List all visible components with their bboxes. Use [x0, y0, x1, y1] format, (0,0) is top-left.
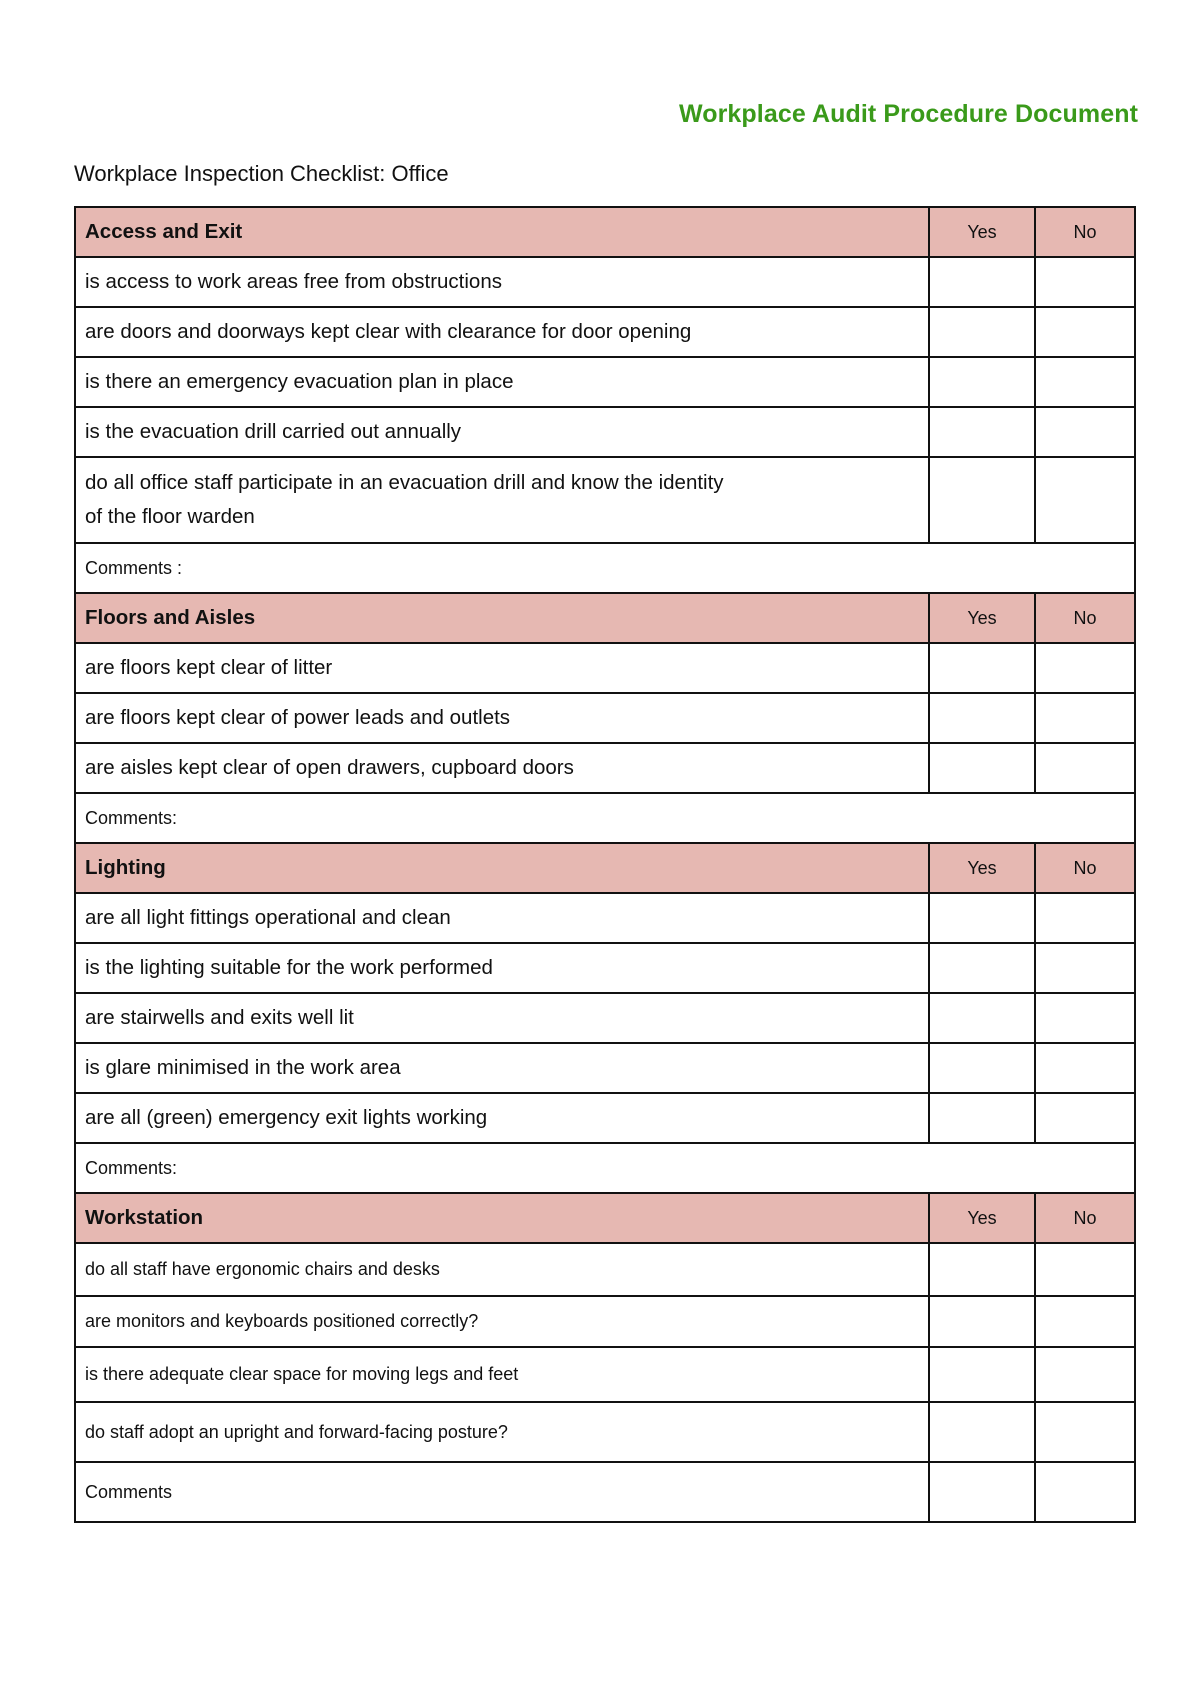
checklist-row	[75, 993, 1135, 1043]
checklist-item-text: are monitors and keyboards positioned correctly?	[75, 1296, 929, 1347]
checklist-item-text: are floors kept clear of litter	[75, 643, 929, 693]
yes-column-header: Yes	[929, 207, 1035, 257]
yes-answer-cell[interactable]	[929, 457, 1035, 543]
no-answer-cell[interactable]	[1035, 893, 1135, 943]
yes-answer-cell[interactable]	[929, 1462, 1035, 1522]
yes-answer-cell[interactable]	[929, 357, 1035, 407]
no-answer-cell[interactable]	[1035, 257, 1135, 307]
section-title: Lighting	[75, 843, 929, 893]
checklist-row	[75, 693, 1135, 743]
checklist-row	[75, 457, 1135, 543]
no-answer-cell[interactable]	[1035, 1347, 1135, 1402]
checklist-row	[75, 1402, 1135, 1462]
yes-column-header: Yes	[929, 593, 1035, 643]
no-answer-cell[interactable]	[1035, 407, 1135, 457]
checklist-item-text: is there an emergency evacuation plan in place	[75, 357, 929, 407]
no-answer-cell[interactable]	[1035, 1402, 1135, 1462]
no-column-header: No	[1035, 593, 1135, 643]
document-title: Workplace Audit Procedure Document	[678, 100, 1138, 128]
section-title: Floors and Aisles	[75, 593, 929, 643]
checklist-item-text: is the evacuation drill carried out annually	[75, 407, 929, 457]
checklist-item-text: are all (green) emergency exit lights working	[75, 1093, 929, 1143]
section-header-floors-and-aisles	[75, 593, 1135, 643]
checklist-row	[75, 1043, 1135, 1093]
checklist-item-text: do all staff have ergonomic chairs and desks	[75, 1243, 929, 1296]
checklist-row	[75, 1347, 1135, 1402]
no-answer-cell[interactable]	[1035, 1243, 1135, 1296]
no-answer-cell[interactable]	[1035, 743, 1135, 793]
checklist-item-text: is glare minimised in the work area	[75, 1043, 929, 1093]
checklist-row	[75, 357, 1135, 407]
checklist-item-text: are floors kept clear of power leads and outlets	[75, 693, 929, 743]
yes-answer-cell[interactable]	[929, 1243, 1035, 1296]
checklist-row	[75, 1243, 1135, 1296]
no-answer-cell[interactable]	[1035, 1043, 1135, 1093]
yes-answer-cell[interactable]	[929, 993, 1035, 1043]
comments-field[interactable]: Comments:	[75, 793, 1135, 843]
checklist-row	[75, 1296, 1135, 1347]
checklist-item-text: are all light fittings operational and clean	[75, 893, 929, 943]
checklist-row	[75, 643, 1135, 693]
checklist-row	[75, 307, 1135, 357]
yes-column-header: Yes	[929, 1193, 1035, 1243]
section-header-workstation	[75, 1193, 1135, 1243]
no-column-header: No	[1035, 1193, 1135, 1243]
no-answer-cell[interactable]	[1035, 943, 1135, 993]
checklist-item-text: are stairwells and exits well lit	[75, 993, 929, 1043]
checklist-item-text: is there adequate clear space for moving legs and feet	[75, 1347, 929, 1402]
yes-answer-cell[interactable]	[929, 307, 1035, 357]
no-answer-cell[interactable]	[1035, 693, 1135, 743]
checklist-item-text	[75, 457, 929, 543]
no-answer-cell[interactable]	[1035, 1093, 1135, 1143]
section-header-access-and-exit	[75, 207, 1135, 257]
yes-column-header: Yes	[929, 843, 1035, 893]
comments-row	[75, 1143, 1135, 1193]
yes-answer-cell[interactable]	[929, 1093, 1035, 1143]
checklist-row	[75, 407, 1135, 457]
checklist-row	[75, 257, 1135, 307]
section-header-lighting	[75, 843, 1135, 893]
no-answer-cell[interactable]	[1035, 357, 1135, 407]
inspection-checklist-table	[74, 206, 1136, 1523]
comments-field[interactable]: Comments :	[75, 543, 1135, 593]
checklist-row	[75, 1093, 1135, 1143]
yes-answer-cell[interactable]	[929, 1296, 1035, 1347]
yes-answer-cell[interactable]	[929, 943, 1035, 993]
checklist-item-text: is access to work areas free from obstructions	[75, 257, 929, 307]
no-answer-cell[interactable]	[1035, 457, 1135, 543]
no-answer-cell[interactable]	[1035, 643, 1135, 693]
checklist-subtitle: Workplace Inspection Checklist: Office	[74, 161, 449, 186]
no-answer-cell[interactable]	[1035, 307, 1135, 357]
no-column-header: No	[1035, 207, 1135, 257]
yes-answer-cell[interactable]	[929, 407, 1035, 457]
comments-row	[75, 793, 1135, 843]
checklist-row	[75, 893, 1135, 943]
yes-answer-cell[interactable]	[929, 257, 1035, 307]
yes-answer-cell[interactable]	[929, 1347, 1035, 1402]
item-text-line: do all office staff participate in an evacuation drill and know the identity	[85, 471, 724, 494]
yes-answer-cell[interactable]	[929, 643, 1035, 693]
comments-row	[75, 1462, 1135, 1522]
yes-answer-cell[interactable]	[929, 743, 1035, 793]
checklist-item-text: are aisles kept clear of open drawers, cupboard doors	[75, 743, 929, 793]
yes-answer-cell[interactable]	[929, 1402, 1035, 1462]
yes-answer-cell[interactable]	[929, 1043, 1035, 1093]
checklist-item-text: is the lighting suitable for the work performed	[75, 943, 929, 993]
checklist-row	[75, 743, 1135, 793]
item-text-line: of the floor warden	[85, 505, 255, 528]
comments-row	[75, 543, 1135, 593]
checklist-item-text: are doors and doorways kept clear with clearance for door opening	[75, 307, 929, 357]
yes-answer-cell[interactable]	[929, 893, 1035, 943]
no-answer-cell[interactable]	[1035, 993, 1135, 1043]
yes-answer-cell[interactable]	[929, 693, 1035, 743]
section-title: Access and Exit	[75, 207, 929, 257]
no-answer-cell[interactable]	[1035, 1462, 1135, 1522]
section-title: Workstation	[75, 1193, 929, 1243]
comments-field[interactable]: Comments:	[75, 1143, 1135, 1193]
checklist-row	[75, 943, 1135, 993]
no-answer-cell[interactable]	[1035, 1296, 1135, 1347]
comments-field[interactable]: Comments	[75, 1462, 929, 1522]
no-column-header: No	[1035, 843, 1135, 893]
checklist-item-text: do staff adopt an upright and forward-facing posture?	[75, 1402, 929, 1462]
